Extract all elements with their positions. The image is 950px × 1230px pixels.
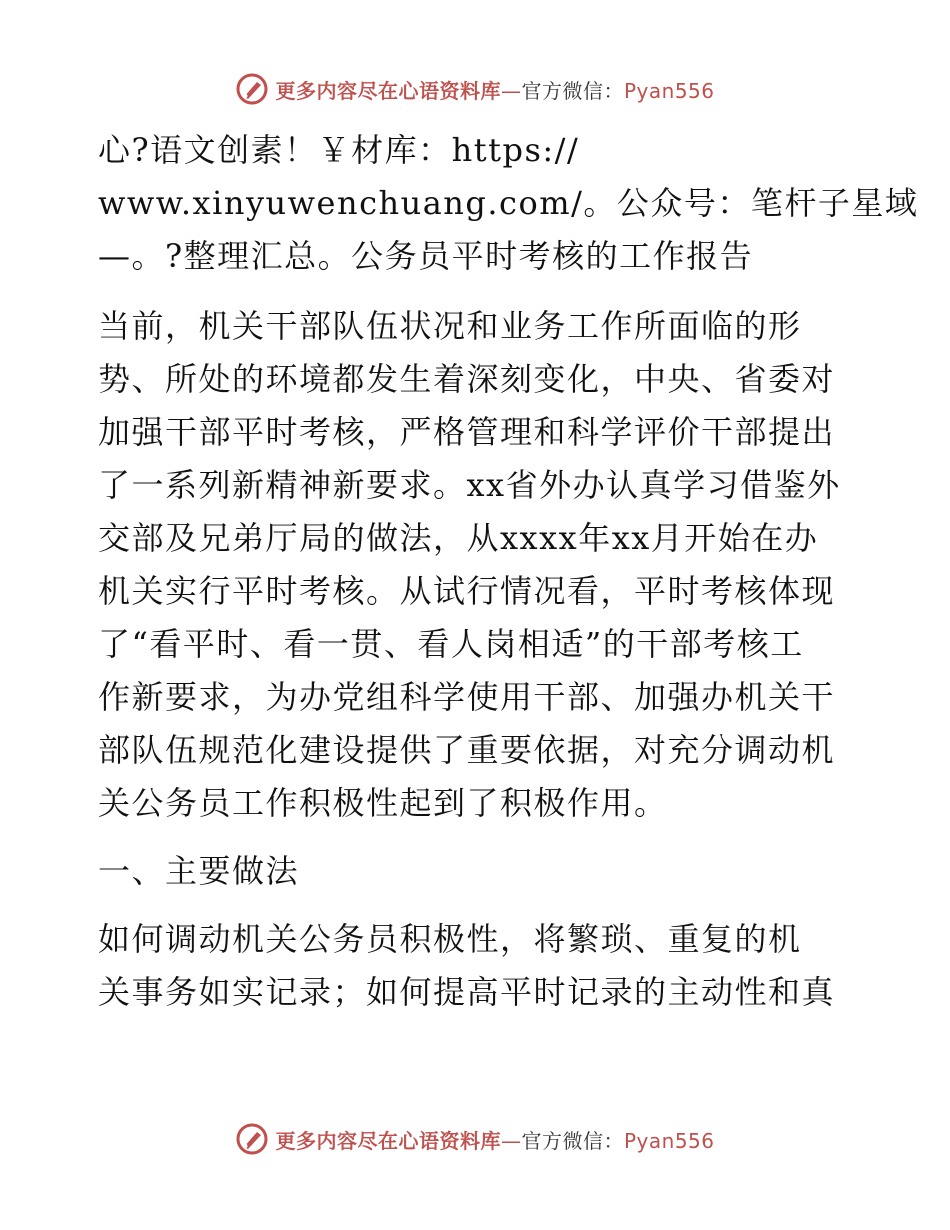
banner-text [275, 75, 714, 104]
pen-logo-icon [235, 72, 269, 106]
paragraph-line: 关公务员工作积极性起到了积极作用。 [98, 784, 668, 822]
paragraph-line: 关事务如实记录；如何提高平时记录的主动性和真 [98, 973, 836, 1011]
banner-main: 更多内容尽在心语资料库 [275, 1128, 501, 1153]
header-block [98, 124, 919, 283]
banner-main: 更多内容尽在心语资料库 [275, 78, 501, 103]
header-line: www.xinyuwenchuang.com/。公众号：笔杆子星域 [98, 184, 919, 222]
paragraph-line: 如何调动机关公务员积极性，将繁琐、重复的机 [98, 920, 802, 958]
paragraph-1 [98, 300, 858, 830]
banner-text [275, 1125, 714, 1154]
banner-sub: 官方微信： [521, 78, 624, 103]
header-line: —。?整理汇总。公务员平时考核的工作报告 [98, 237, 754, 275]
section-heading: 一、主要做法 [98, 852, 300, 890]
banner-dash: — [500, 78, 522, 103]
paragraph-line: 机关实行平时考核。从试行情况看，平时考核体现 [98, 572, 836, 610]
footer-banner [0, 1122, 950, 1156]
paragraph-line: 交部及兄弟厅局的做法，从xxxx年xx月开始在办 [98, 519, 819, 557]
paragraph-line: 当前，机关干部队伍状况和业务工作所面临的形 [98, 307, 802, 345]
pen-logo-icon [235, 1122, 269, 1156]
banner-code: Pyan556 [623, 1128, 715, 1153]
paragraph-2 [98, 913, 858, 1019]
banner-code: Pyan556 [623, 78, 715, 103]
paragraph-line: 作新要求，为办党组科学使用干部、加强办机关干 [98, 678, 836, 716]
paragraph-line: 加强干部平时考核，严格管理和科学评价干部提出 [98, 413, 836, 451]
header-banner [0, 72, 950, 106]
document-body [98, 124, 919, 1019]
header-line: 心?语文创素！￥材库：https:// [98, 131, 580, 169]
banner-sub: 官方微信： [521, 1128, 624, 1153]
paragraph-line: 了一系列新精神新要求。xx省外办认真学习借鉴外 [98, 466, 841, 504]
banner-dash: — [500, 1128, 522, 1153]
paragraph-line: 部队伍规范化建设提供了重要依据，对充分调动机 [98, 731, 836, 769]
paragraph-line: 势、所处的环境都发生着深刻变化，中央、省委对 [98, 360, 836, 398]
paragraph-line: 了“看平时、看一贯、看人岗相适”的干部考核工 [98, 625, 804, 663]
